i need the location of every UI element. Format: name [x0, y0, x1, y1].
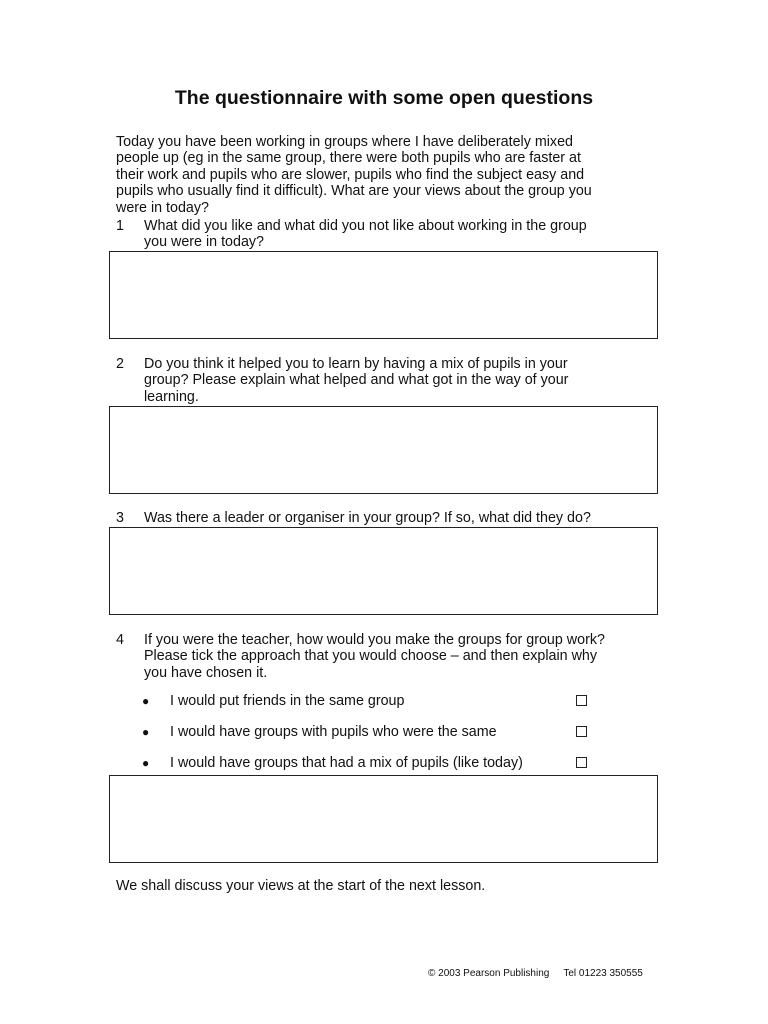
answer-box-2[interactable]	[109, 406, 658, 494]
intro-line: Today you have been working in groups where I have deliberately mixed	[116, 134, 573, 150]
question-text	[144, 632, 656, 681]
question-number: 4	[116, 632, 124, 648]
question-line: What did you like and what did you not like about working in the group	[144, 218, 587, 234]
footer-copyright: © 2003 Pearson Publishing	[428, 968, 550, 979]
footer-tel: Tel 01223 350555	[563, 968, 643, 979]
page-title: The questionnaire with some open questions	[174, 87, 594, 109]
checkbox-icon[interactable]	[576, 695, 587, 706]
intro-line: people up (eg in the same group, there were both pupils who are faster at	[116, 150, 581, 167]
question-line: If you were the teacher, how would you make the groups for group work?	[144, 632, 605, 648]
option-label: I would put friends in the same group	[170, 693, 405, 709]
bullet-icon: ●	[142, 725, 150, 739]
option-same	[116, 723, 596, 741]
intro-line: their work and pupils who are slower, pupils who find the subject easy and	[116, 166, 585, 183]
checkbox-icon[interactable]	[576, 726, 587, 737]
option-friends	[116, 692, 596, 710]
question-number: 3	[116, 510, 124, 526]
question-text	[144, 510, 656, 526]
intro-line: were in today?	[116, 199, 209, 216]
bullet-icon: ●	[142, 694, 150, 708]
intro-paragraph	[116, 134, 656, 216]
footer	[428, 968, 643, 980]
question-text	[144, 218, 656, 251]
option-mix	[116, 754, 596, 772]
option-label: I would have groups that had a mix of pupils (like today)	[170, 755, 523, 771]
question-line: group? Please explain what helped and what got in the way of your	[144, 372, 569, 389]
question-line: Was there a leader or organiser in your group? If so, what did they do?	[144, 510, 591, 526]
intro-line: pupils who usually find it difficult). What are your views about the group you	[116, 183, 592, 200]
question-line: you have chosen it.	[144, 664, 268, 681]
question-text	[144, 356, 656, 405]
answer-box-4[interactable]	[109, 775, 658, 863]
answer-box-3[interactable]	[109, 527, 658, 615]
checkbox-icon[interactable]	[576, 757, 587, 768]
question-number: 1	[116, 218, 124, 234]
option-label: I would have groups with pupils who were the same	[170, 724, 497, 740]
question-number: 2	[116, 356, 124, 372]
answer-box-1[interactable]	[109, 251, 658, 339]
question-line: learning.	[144, 388, 199, 405]
question-line: Please tick the approach that you would choose – and then explain why	[144, 648, 598, 665]
question-line: you were in today?	[144, 234, 265, 251]
bullet-icon: ●	[142, 756, 150, 770]
question-line: Do you think it helped you to learn by having a mix of pupils in your	[144, 356, 568, 372]
closing-text: We shall discuss your views at the start of the next lesson.	[116, 878, 486, 894]
